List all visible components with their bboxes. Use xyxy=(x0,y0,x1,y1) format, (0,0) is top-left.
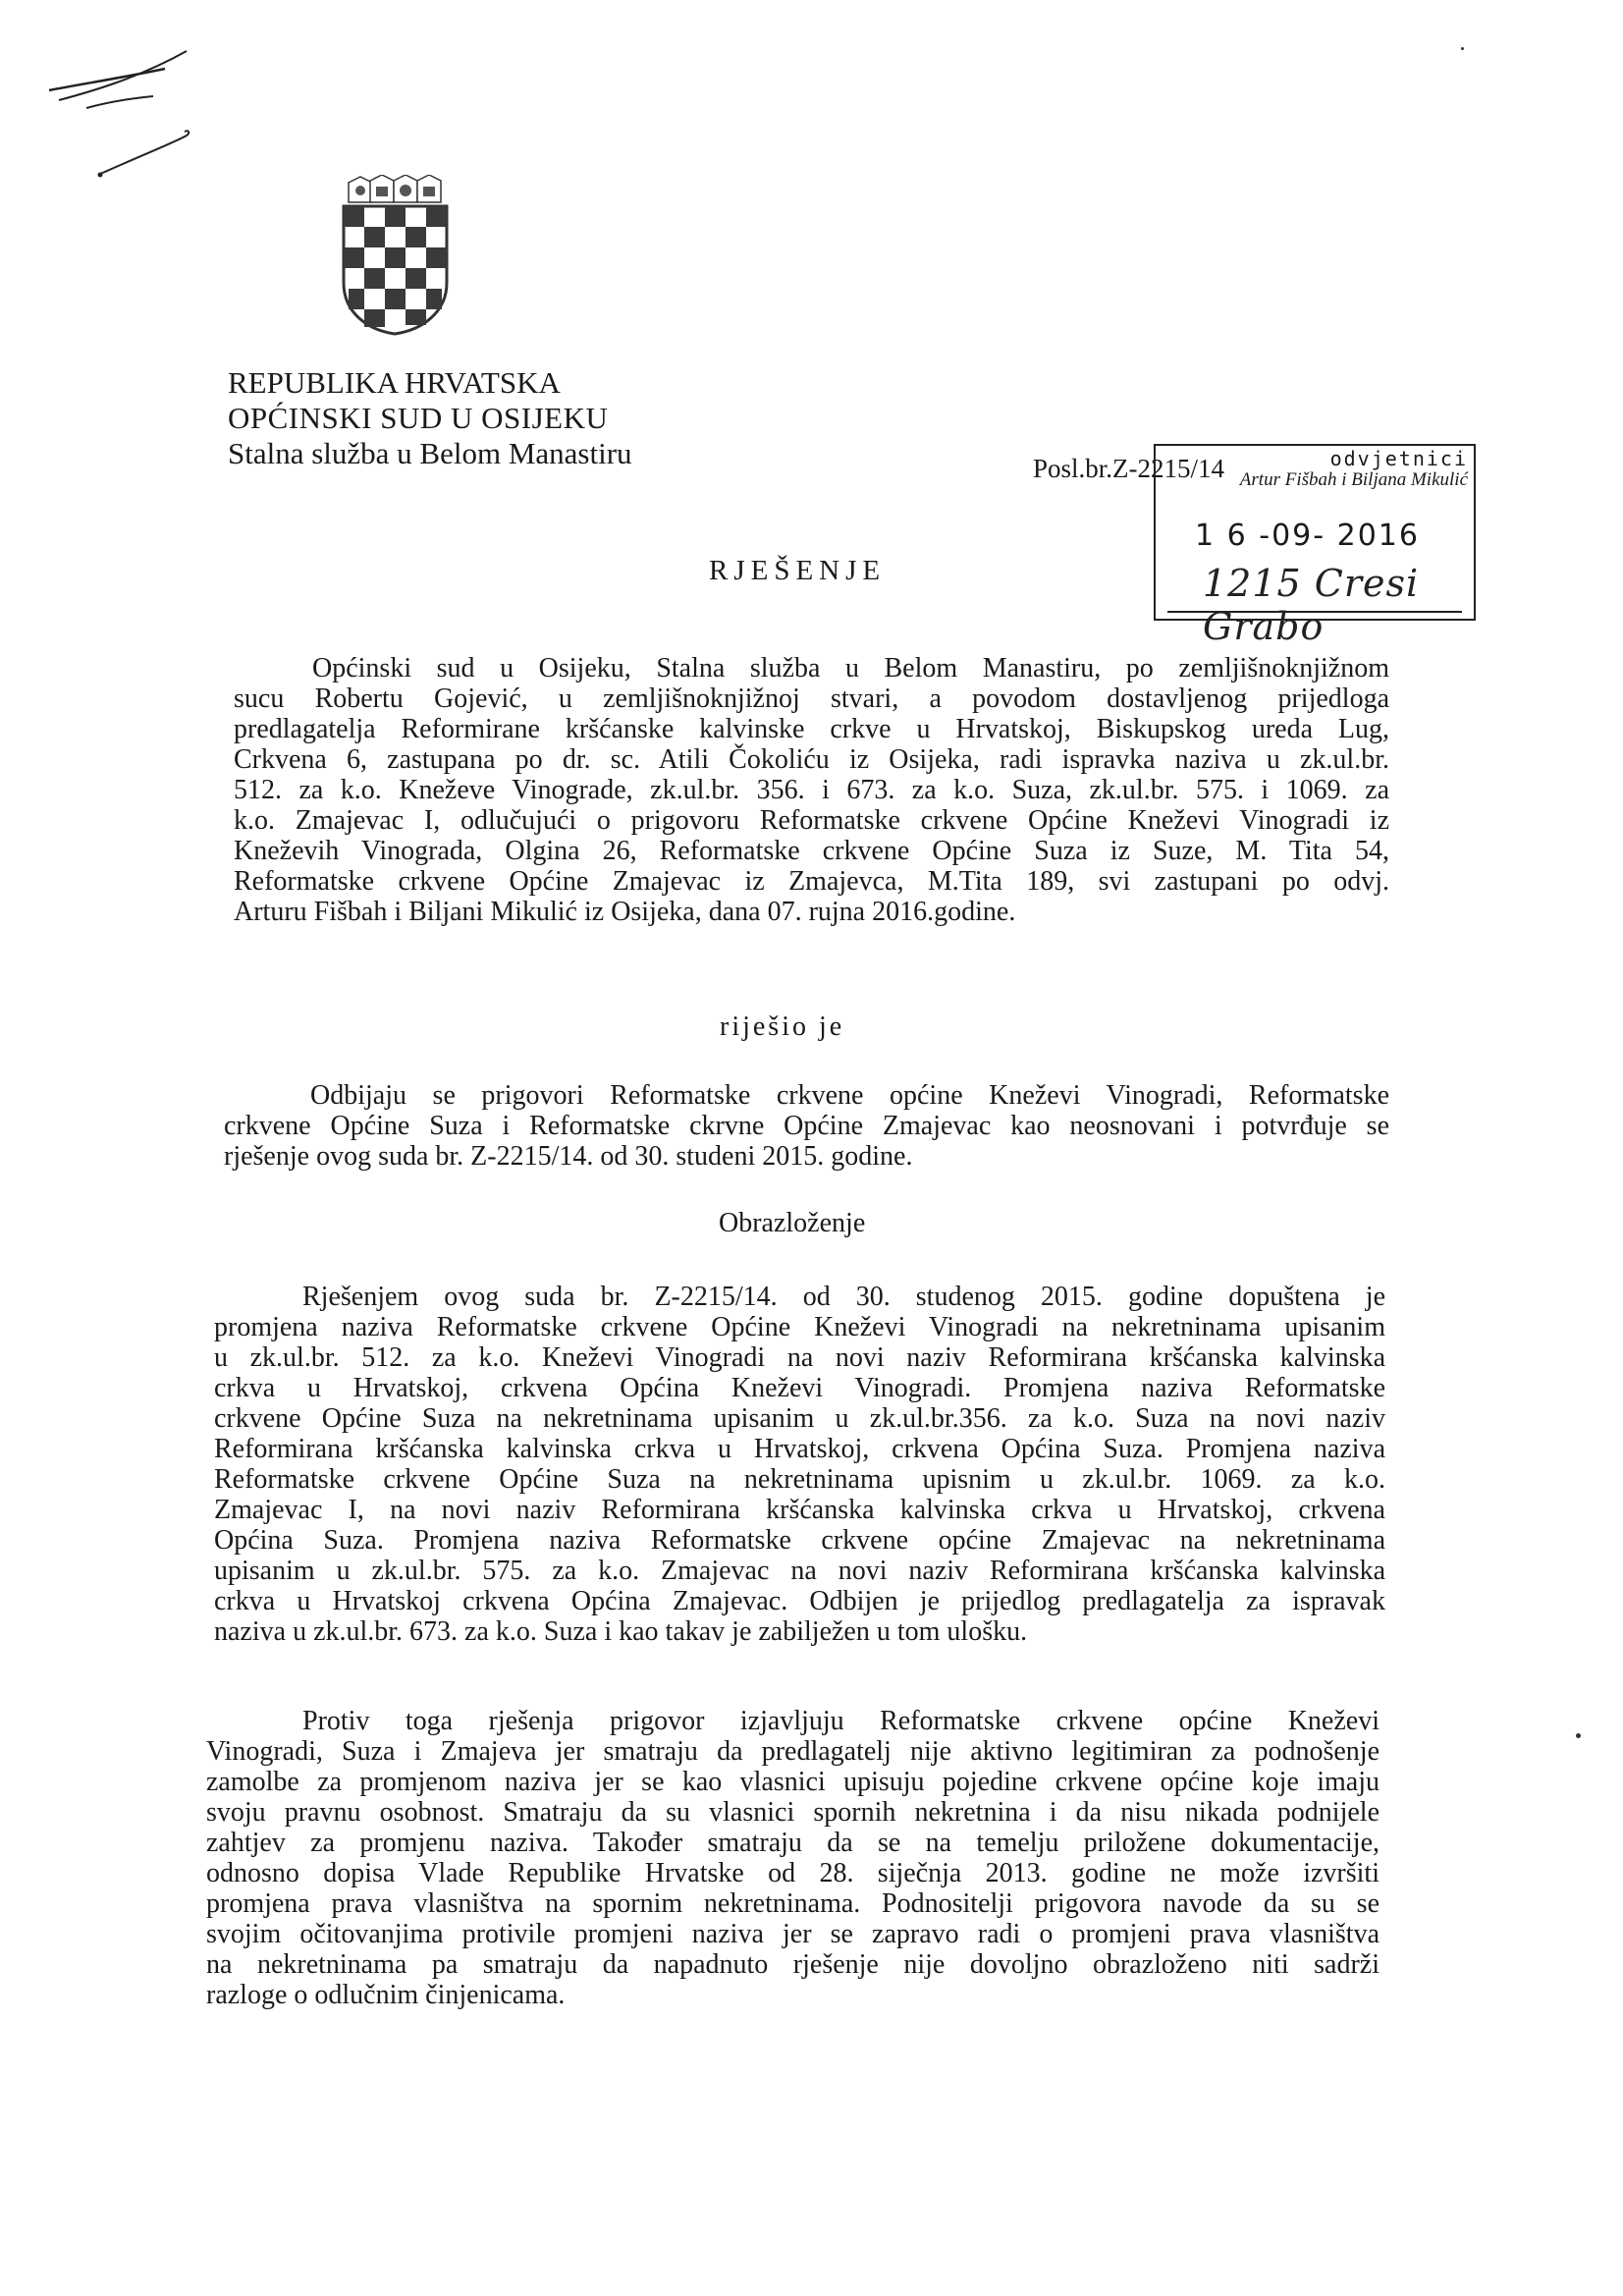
text-line: naziva u zk.ul.br. 673. za k.o. Suza i kao takav je zabilježen u tom ulošku. xyxy=(214,1616,1028,1647)
handwritten-scribble-icon xyxy=(39,39,216,196)
text-line: Rješenjem ovog suda br. Z-2215/14. od 30. studenog 2015. godine dopuštena je xyxy=(302,1282,1385,1312)
text-line: Kneževih Vinograda, Olgina 26, Reformatske crkvene Općine Suza iz Suze, M. Tita 54, xyxy=(234,836,1389,866)
stamp-firm-line1: odvjetnici xyxy=(1329,447,1468,470)
text-line: crkva u Hrvatskoj crkvena Općina Zmajevac. Odbijen je prijedlog predlagatelja za ispravak xyxy=(214,1586,1385,1616)
stamp-divider xyxy=(1167,611,1462,613)
text-line: Općinski sud u Osijeku, Stalna služba u Belom Manastiru, po zemljišnoknjižnom xyxy=(312,653,1389,683)
resolved-heading: riješio je xyxy=(720,1011,845,1042)
reasoning-heading: Obrazloženje xyxy=(719,1208,866,1238)
text-line: crkvene Općine Suza i Reformatske ckrvne Općine Zmajevac kao neosnovani i potvrđuje se xyxy=(224,1111,1389,1141)
reasoning-paragraph-2 xyxy=(206,1706,1380,2010)
text-line: zamolbe za promjenom naziva jer se kao vlasnici upisuju pojedine crkvene općine koje imaju xyxy=(206,1767,1380,1797)
text-line: Arturu Fišbah i Biljani Mikulić iz Osijeka, dana 07. rujna 2016.godine. xyxy=(234,897,1016,927)
case-number: Posl.br.Z-2215/14 xyxy=(1033,454,1225,483)
text-line: Zmajevac I, na novi naziv Reformirana kršćanska kalvinska crkva u Hrvatskoj, crkvena xyxy=(214,1495,1385,1525)
text-line: 512. za k.o. Kneževe Vinograde, zk.ul.br. 356. i 673. za k.o. Suza, zk.ul.br. 575. i 1069. za xyxy=(234,775,1389,805)
document-title: RJEŠENJE xyxy=(709,555,887,586)
text-line: k.o. Zmajevac I, odlučujući o prigovoru Reformatske crkvene Općine Kneževi Vinogradi iz xyxy=(234,805,1389,836)
speck xyxy=(1576,1733,1581,1738)
text-line: Odbijaju se prigovori Reformatske crkvene općine Kneževi Vinogradi, Reformatske xyxy=(310,1080,1389,1111)
received-stamp xyxy=(1154,444,1476,648)
text-line: Reformatske crkvene Općine Zmajevac iz Zmajevca, M.Tita 189, svi zastupani po odvj. xyxy=(234,866,1389,897)
text-line: Općina Suza. Promjena naziva Reformatske crkvene općine Zmajevac na nekretninama xyxy=(214,1525,1385,1556)
text-line: zahtjev za promjenu naziva. Također smatraju da se na temelju priložene dokumentacije, xyxy=(206,1828,1380,1858)
text-line: Vinogradi, Suza i Zmajeva jer smatraju da predlagatelj nije aktivno legitimiran za podnošenje xyxy=(206,1736,1380,1767)
text-line: promjena prava vlasništva na spornim nekretninama. Podnositelji prigovora navode da su se xyxy=(206,1888,1380,1919)
text-line: Reformatske crkvene Općine Suza na nekretninama upisnim u zk.ul.br. 1069. za k.o. xyxy=(214,1464,1385,1495)
ruling-paragraph xyxy=(224,1080,1389,1172)
stamp-date: 1 6 -09- 2016 xyxy=(1195,519,1420,553)
text-line: Protiv toga rješenja prigovor izjavljuju Reformatske crkvene općine Kneževi xyxy=(302,1706,1380,1736)
text-line: crkvene Općine Suza na nekretninama upisanim u zk.ul.br.356. za k.o. Suza na novi naziv xyxy=(214,1403,1385,1434)
intro-paragraph xyxy=(234,653,1389,927)
croatian-coat-of-arms-icon xyxy=(339,175,452,337)
stamp-firm xyxy=(1165,448,1468,491)
text-line: svojim očitovanjima protivile promjeni naziva jer se zapravo radi o promjeni prava vlasništva xyxy=(206,1919,1380,1949)
text-line: razloge o odlučnim činjenicama. xyxy=(206,1980,566,2010)
text-line: predlagatelja Reformirane kršćanske kalvinske crkve u Hrvatskoj, Biskupskog ureda Lug, xyxy=(234,714,1389,744)
text-line: Reformirana kršćanska kalvinska crkva u Hrvatskoj, crkvena Općina Suza. Promjena naziva xyxy=(214,1434,1385,1464)
court-branch: Stalna služba u Belom Manastiru xyxy=(228,436,632,470)
text-line: Crkvena 6, zastupana po dr. sc. Atili Čokoliću iz Osijeka, radi ispravka naziva u zk.ul.br. xyxy=(234,744,1389,775)
text-line: odnosno dopisa Vlade Republike Hrvatske od 28. siječnja 2013. godine ne može izvršiti xyxy=(206,1858,1380,1888)
stamp-firm-line2: Artur Fišbah i Biljana Mikulić xyxy=(1239,469,1468,490)
text-line: sucu Robertu Gojević, u zemljišnoknjižnoj stvari, a povodom dostavljenog prijedloga xyxy=(234,683,1389,714)
text-line: rješenje ovog suda br. Z-2215/14. od 30. studeni 2015. godine. xyxy=(224,1141,913,1172)
court-header xyxy=(228,365,632,471)
text-line: crkva u Hrvatskoj, crkvena Općina Kneževi Vinogradi. Promjena naziva Reformatske xyxy=(214,1373,1385,1403)
text-line: u zk.ul.br. 512. za k.o. Kneževi Vinogradi na novi naziv Reformirana kršćanska kalvinska xyxy=(214,1342,1385,1373)
stamp-handwritten-note: 1215 Cresi Grabo xyxy=(1203,562,1420,648)
text-line: promjena naziva Reformatske crkvene Općine Kneževi Vinogradi na nekretninama upisanim xyxy=(214,1312,1385,1342)
text-line: svoju pravnu osobnost. Smatraju da su vlasnici spornih nekretnina i da nisu nikada podnijele xyxy=(206,1797,1380,1828)
court-name: OPĆINSKI SUD U OSIJEKU xyxy=(228,401,609,435)
speck xyxy=(1461,47,1464,50)
text-line: na nekretninama pa smatraju da napadnuto rješenje nije dovoljno obrazloženo niti sadrži xyxy=(206,1949,1380,1980)
text-line: upisanim u zk.ul.br. 575. za k.o. Zmajevac na novi naziv Reformirana kršćanska kalvinska xyxy=(214,1556,1385,1586)
country-name: REPUBLIKA HRVATSKA xyxy=(228,365,561,400)
reasoning-paragraph-1 xyxy=(214,1282,1385,1647)
